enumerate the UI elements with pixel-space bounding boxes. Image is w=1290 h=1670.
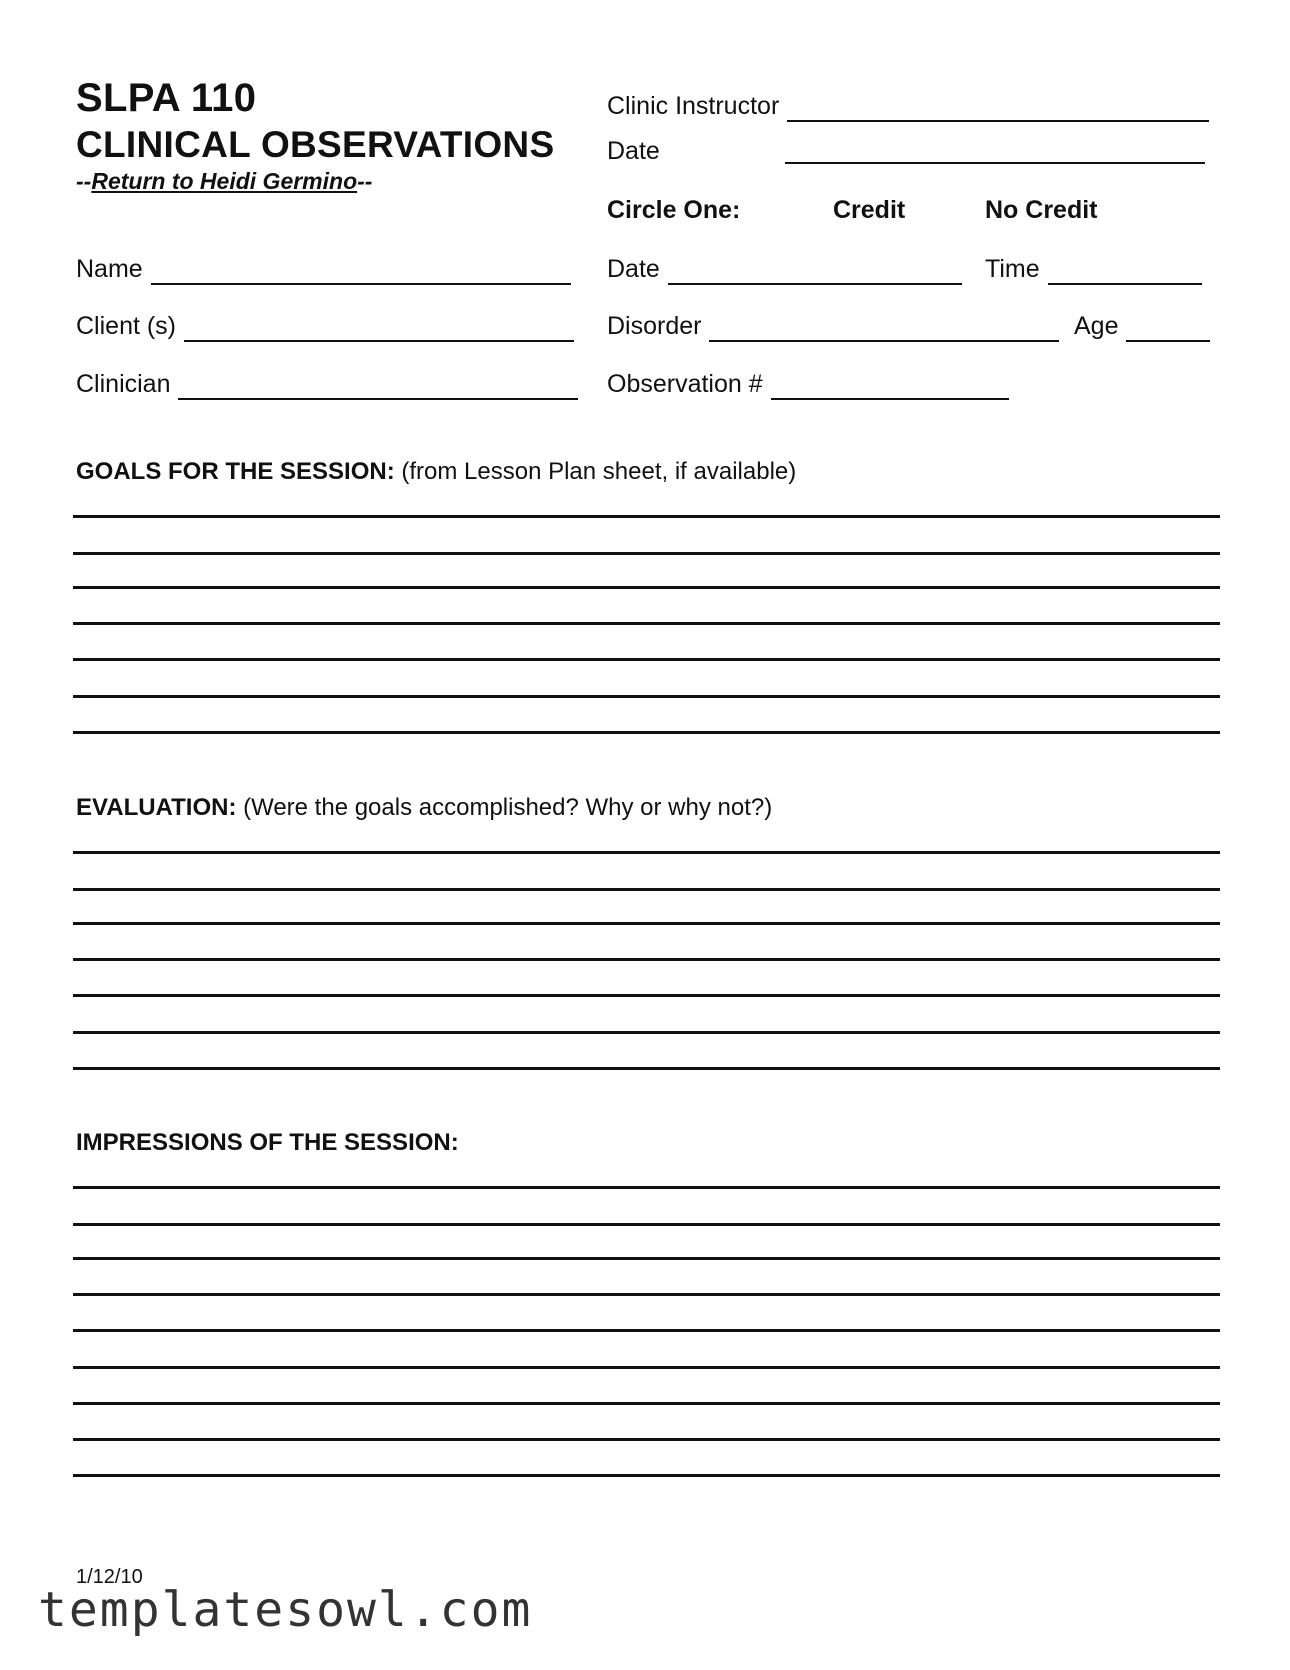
clinician-row (76, 370, 578, 400)
disorder-label: Disorder (607, 312, 702, 340)
instructor-date-input[interactable] (785, 140, 1205, 164)
observation-row (607, 370, 1009, 400)
impressions-line-2[interactable] (73, 1223, 1220, 1226)
return-note (76, 168, 372, 195)
evaluation-heading-title: EVALUATION: (76, 794, 237, 821)
disorder-input[interactable] (709, 318, 1059, 342)
return-prefix: -- (76, 168, 92, 194)
impressions-line-9[interactable] (73, 1474, 1220, 1477)
goals-line-4[interactable] (73, 622, 1220, 625)
course-code: SLPA 110 (76, 76, 257, 120)
circle-one-label: Circle One: (607, 196, 741, 224)
impressions-line-7[interactable] (73, 1402, 1220, 1405)
clinic-instructor-input[interactable] (787, 98, 1209, 122)
evaluation-heading (76, 794, 772, 822)
goals-heading-note: (from Lesson Plan sheet, if available) (401, 458, 797, 485)
observation-label: Observation # (607, 370, 763, 398)
instructor-date-row (607, 137, 660, 166)
goals-heading-title: GOALS FOR THE SESSION: (76, 458, 395, 485)
impressions-line-8[interactable] (73, 1438, 1220, 1441)
impressions-line-3[interactable] (73, 1257, 1220, 1260)
client-row (76, 312, 574, 342)
return-recipient: Return to Heidi Germino (91, 168, 358, 194)
evaluation-line-4[interactable] (73, 958, 1220, 961)
goals-line-7[interactable] (73, 731, 1220, 734)
impressions-heading-title: IMPRESSIONS OF THE SESSION: (76, 1129, 459, 1156)
clinic-instructor-row (607, 92, 1209, 122)
evaluation-line-2[interactable] (73, 888, 1220, 891)
impressions-heading (76, 1129, 459, 1157)
form-title: CLINICAL OBSERVATIONS (76, 124, 555, 165)
goals-heading (76, 458, 796, 486)
impressions-line-1[interactable] (73, 1186, 1220, 1189)
session-date-row (607, 255, 962, 285)
age-row (1074, 312, 1210, 342)
revision-date: 1/12/10 (76, 1566, 143, 1588)
return-suffix: -- (357, 168, 373, 194)
impressions-line-5[interactable] (73, 1329, 1220, 1332)
name-row (76, 255, 571, 285)
instructor-date-label: Date (607, 137, 660, 165)
time-row (985, 255, 1202, 285)
client-label: Client (s) (76, 312, 177, 340)
impressions-line-4[interactable] (73, 1293, 1220, 1296)
evaluation-line-1[interactable] (73, 851, 1220, 854)
clinician-input[interactable] (178, 376, 578, 400)
name-input[interactable] (151, 261, 571, 285)
client-input[interactable] (184, 318, 574, 342)
watermark: templatesowl.com (38, 1582, 533, 1638)
goals-line-1[interactable] (73, 515, 1220, 518)
session-date-input[interactable] (668, 261, 962, 285)
time-input[interactable] (1048, 261, 1202, 285)
age-label: Age (1074, 312, 1119, 340)
evaluation-line-6[interactable] (73, 1031, 1220, 1034)
goals-line-3[interactable] (73, 586, 1220, 589)
age-input[interactable] (1126, 318, 1210, 342)
clinic-instructor-label: Clinic Instructor (607, 92, 780, 120)
goals-line-5[interactable] (73, 658, 1220, 661)
goals-line-6[interactable] (73, 695, 1220, 698)
no-credit-option[interactable]: No Credit (985, 196, 1098, 224)
evaluation-line-5[interactable] (73, 994, 1220, 997)
clinician-label: Clinician (76, 370, 171, 398)
evaluation-heading-note: (Were the goals accomplished? Why or why not?) (243, 794, 773, 821)
evaluation-line-3[interactable] (73, 922, 1220, 925)
impressions-line-6[interactable] (73, 1366, 1220, 1369)
session-date-label: Date (607, 255, 660, 283)
goals-line-2[interactable] (73, 552, 1220, 555)
evaluation-line-7[interactable] (73, 1067, 1220, 1070)
name-label: Name (76, 255, 143, 283)
disorder-row (607, 312, 1059, 342)
observation-input[interactable] (771, 376, 1009, 400)
time-label: Time (985, 255, 1040, 283)
credit-option[interactable]: Credit (833, 196, 906, 224)
